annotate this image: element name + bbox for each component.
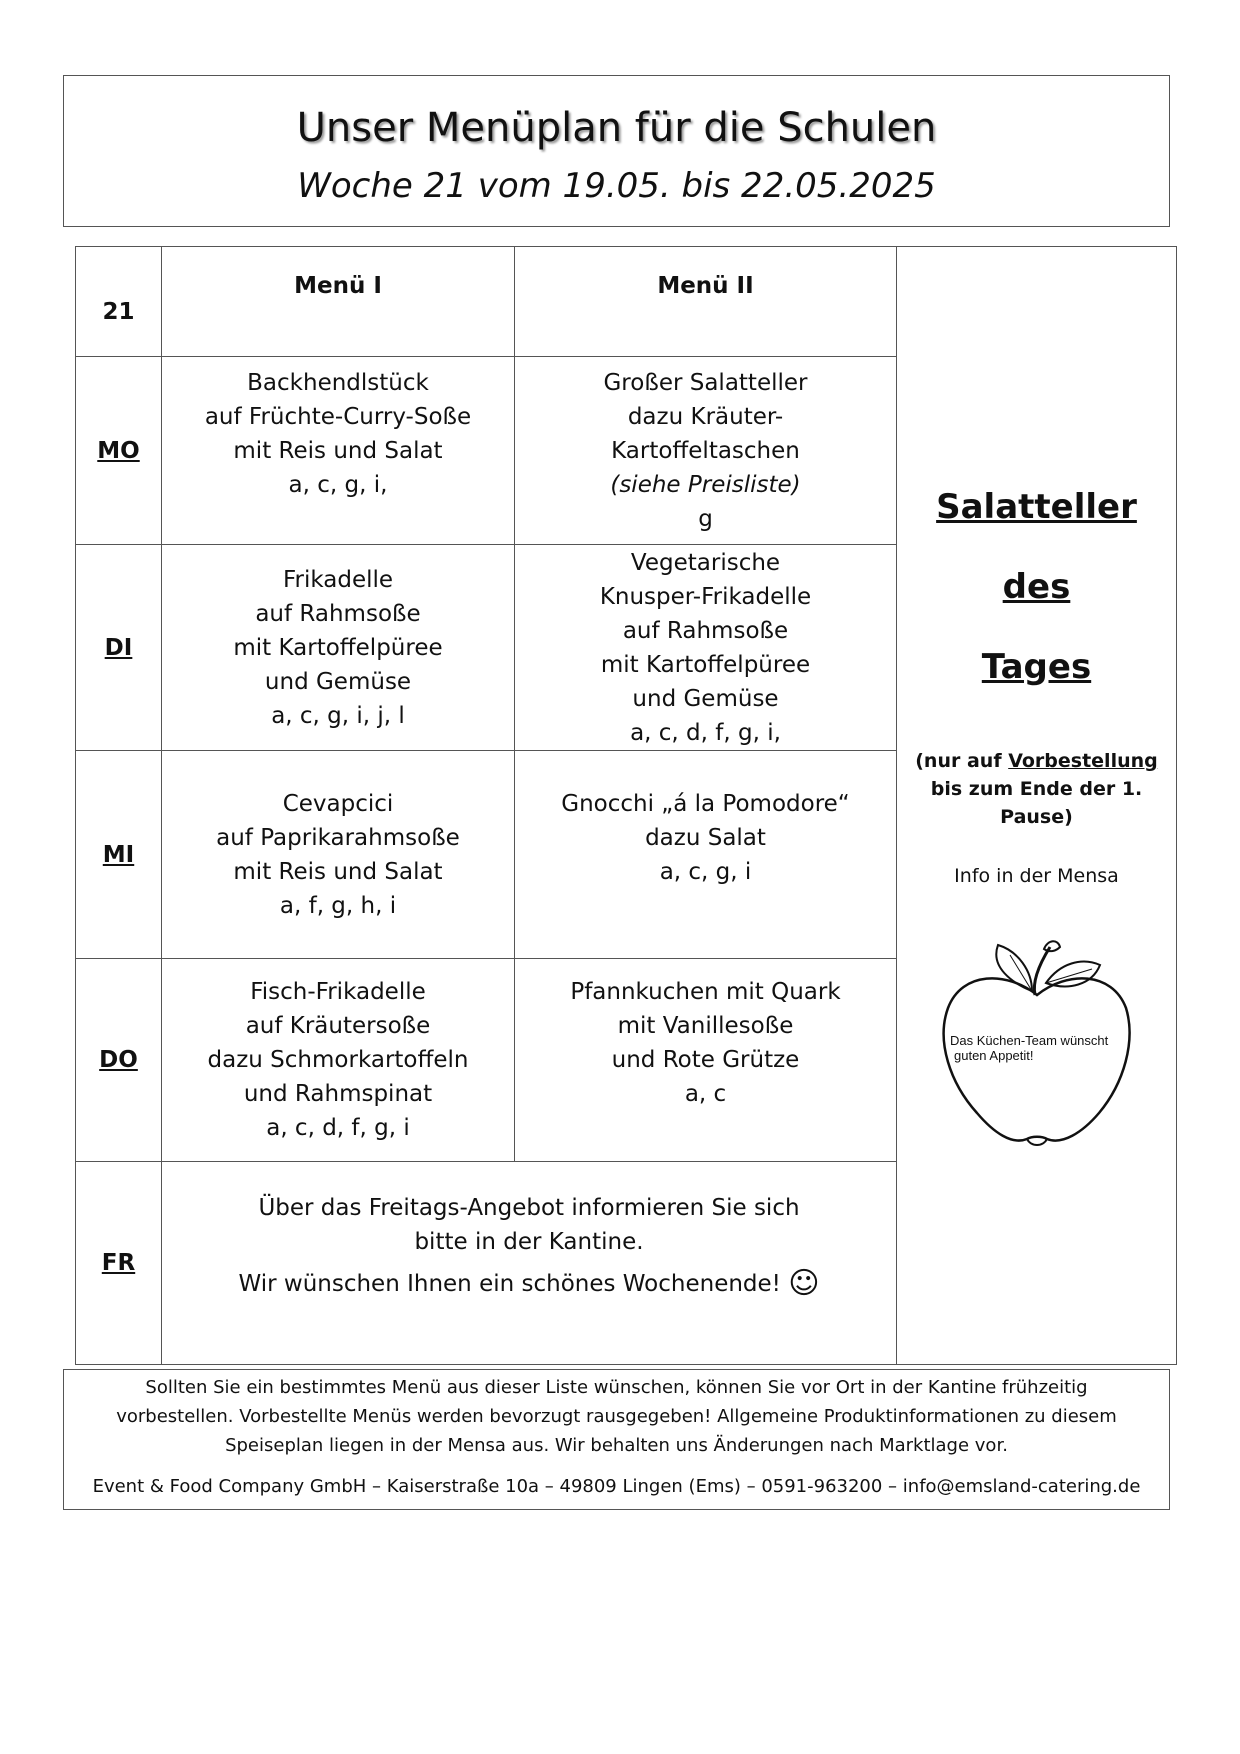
menu-line: und Gemüse [632,685,779,712]
menu2-mi [515,751,897,959]
allergen-codes: a, c, g, i [659,858,752,885]
menu-line: und Gemüse [264,668,412,695]
smiley-icon: ☺ [788,1266,820,1301]
menu-line: Frikadelle [282,566,394,593]
preorder-note-line2: bis zum Ende der 1. Pause) [930,778,1143,828]
sidebar-title-line1: Salatteller [936,487,1137,527]
apple-text-line2: guten Appetit! [953,1048,1034,1063]
menu-line: dazu Salat [645,824,766,851]
allergen-codes: a, c, g, i, [288,471,388,498]
menu-line: mit Reis und Salat [233,858,443,885]
day-label-di: DI [76,545,162,751]
menu-line: Kartoffeltaschen [611,437,800,464]
allergen-codes: a, f, g, h, i [279,892,397,919]
menu-line: Cevapcici [282,790,394,817]
day-label-mo: MO [76,357,162,545]
friday-line1: Über das Freitags-Angebot informieren Sie sich [258,1195,800,1221]
menu-line: Gnocchi „á la Pomodore“ [561,790,850,817]
friday-line2: bitte in der Kantine. [414,1229,644,1255]
allergen-codes: a, c, d, f, g, i [266,1115,410,1141]
page-subtitle: Woche 21 vom 19.05. bis 22.05.2025 [297,166,936,206]
menu1-mo [162,357,515,545]
footer-line2: vorbestellen. Vorbestellte Menüs werden bevorzugt rausgegeben! Allgemeine Produktinformationen zu diesem [116,1406,1117,1427]
info-text: Info in der Mensa [954,865,1119,887]
header-row [76,247,1177,357]
menu-line: Fisch-Frikadelle [250,979,426,1005]
apple-text-line1: Das Küchen-Team wünscht [949,1033,1108,1048]
friday-line3: Wir wünschen Ihnen ein schönes Wochenende! [238,1271,781,1297]
menu-line: auf Kräutersoße [245,1013,431,1039]
footer-box [63,1369,1170,1510]
allergen-codes: a, c, g, i, j, l [271,702,405,729]
menu2-do [515,959,897,1162]
menu-line: und Rahmspinat [243,1081,433,1107]
allergen-codes: g [698,505,713,532]
sidebar-title-line3: Tages [981,647,1092,687]
menu-line: Großer Salatteller [603,369,808,396]
menu-line: dazu Kräuter- [627,403,784,430]
menu1-header: Menü I [162,247,515,357]
menu-line: dazu Schmorkartoffeln [207,1047,469,1073]
menu-line: auf Früchte-Curry-Soße [204,403,472,430]
week-number: 21 [76,247,162,357]
title-box [63,75,1170,227]
menu1-di [162,545,515,751]
menu-line: Pfannkuchen mit Quark [570,979,841,1005]
menu-line: auf Rahmsoße [622,617,789,644]
menu-line: auf Paprikarahmsoße [216,824,460,851]
menu-line: Backhendlstück [247,369,429,396]
sidebar-title-line2: des [1002,567,1071,607]
menu2-mo [515,357,897,545]
day-label-mi: MI [76,751,162,959]
menu-line: Knusper-Frikadelle [599,583,812,610]
menu-line: mit Reis und Salat [233,437,443,464]
menu-line: mit Kartoffelpüree [600,651,811,678]
company-info: Event & Food Company GmbH – Kaiserstraße 10a – 49809 Lingen (Ems) – 0591-963200 – info@emsland-catering.de [92,1476,1141,1497]
footer-line3: Speiseplan liegen in der Mensa aus. Wir behalten uns Änderungen nach Marktlage vor. [225,1435,1008,1456]
price-list-note: (siehe Preisliste) [610,471,801,498]
menu-line: und Rote Grütze [611,1047,800,1073]
menu-line: mit Vanillesoße [617,1013,794,1039]
menu-line: mit Kartoffelpüree [233,634,443,661]
allergen-codes: a, c [684,1081,727,1107]
menu-line: auf Rahmsoße [255,600,421,627]
preorder-note-prefix: (nur auf [915,750,1009,772]
menu1-mi [162,751,515,959]
menu2-di [515,545,897,751]
friday-notice [162,1162,897,1365]
salad-sidebar [897,247,1177,1365]
menu-line: Vegetarische [630,549,781,576]
day-label-fr: FR [76,1162,162,1365]
preorder-note-underlined: Vorbestellung [1008,750,1158,772]
menu2-header: Menü II [515,247,897,357]
preorder-note [897,747,1176,831]
footer-line1: Sollten Sie ein bestimmtes Menü aus dieser Liste wünschen, können Sie vor Ort in der Kantine frühzeitig [145,1377,1088,1398]
apple-icon [932,933,1142,1153]
page-title: Unser Menüplan für die Schulen [296,105,937,151]
allergen-codes: a, c, d, f, g, i, [630,719,781,746]
menu-table [75,246,1177,1365]
day-label-do: DO [76,959,162,1162]
menu1-do [162,959,515,1162]
